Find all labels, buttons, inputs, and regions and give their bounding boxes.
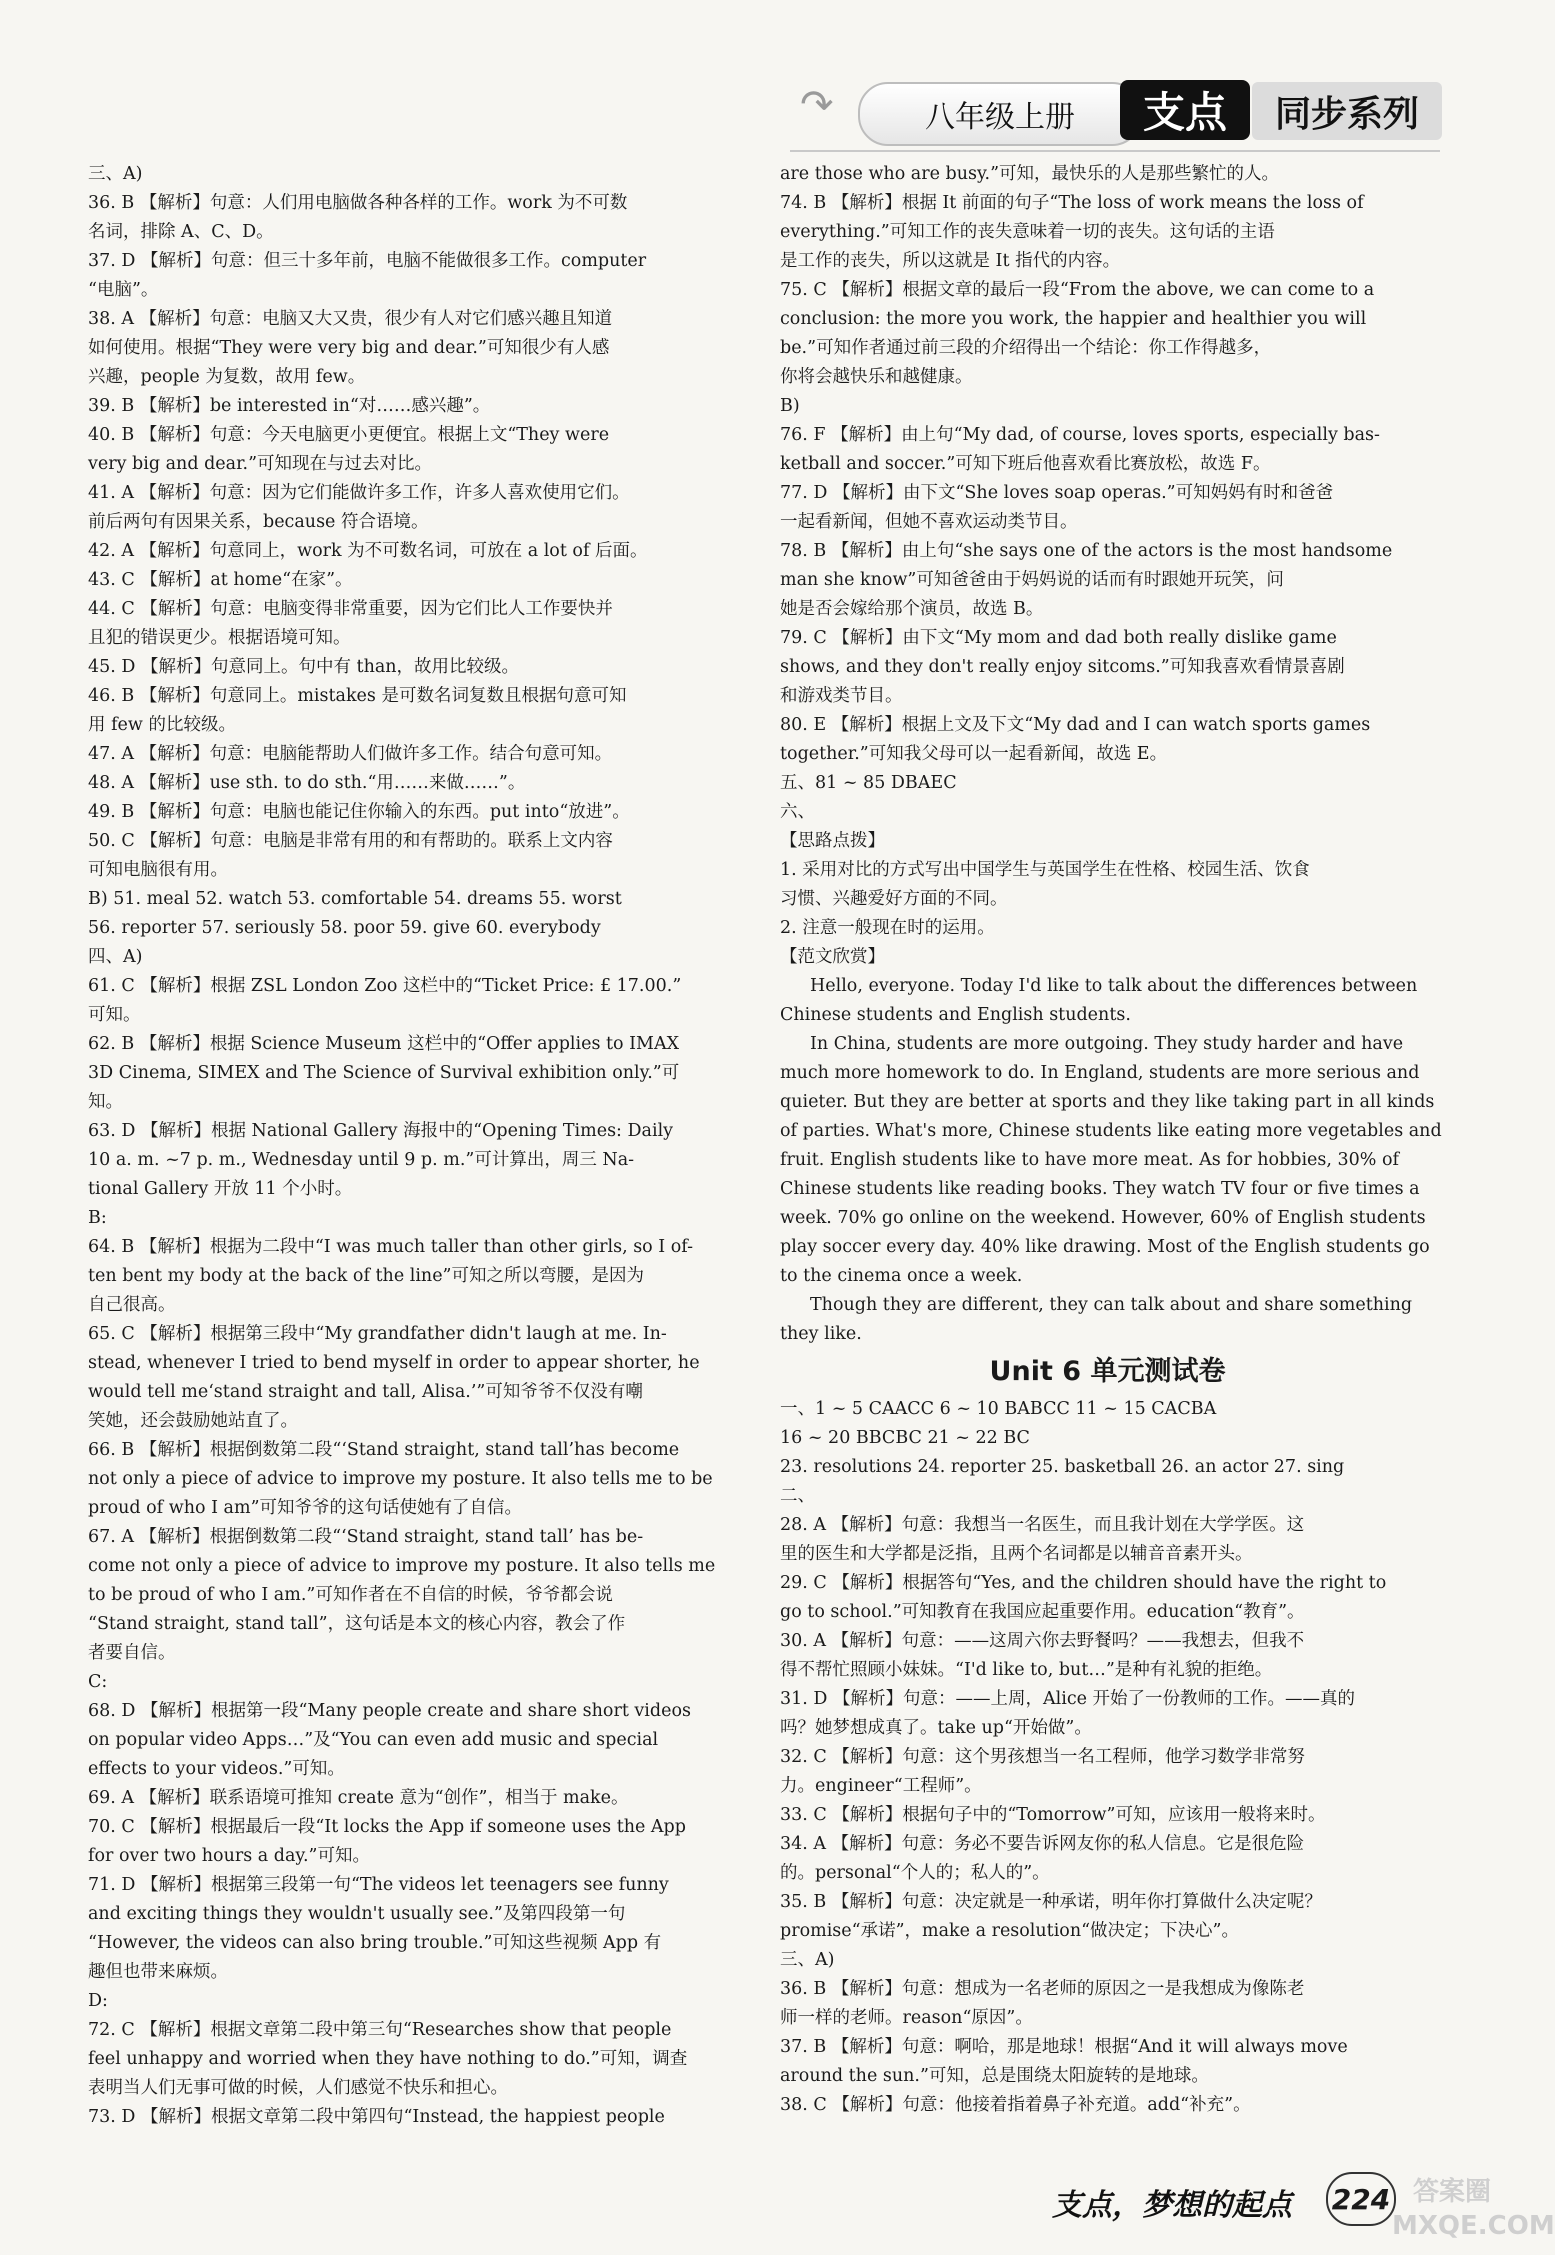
text-line: 48. A 【解析】use sth. to do sth.“用……来做……”。 xyxy=(88,773,526,793)
text-line: 78. B 【解析】由上句“she says one of the actors is the most handsome xyxy=(780,541,1393,561)
text-line: 47. A 【解析】句意：电脑能帮助人们做许多工作。结合句意可知。 xyxy=(88,744,613,764)
text-line: 28. A 【解析】句意：我想当一名医生，而且我计划在大学学医。这 xyxy=(780,1515,1305,1535)
text-line: Chinese students and English students. xyxy=(780,1005,1131,1025)
text-line: 29. C 【解析】根据答句“Yes, and the children should have the right to xyxy=(780,1573,1387,1593)
text-line: 三、A) xyxy=(88,164,143,184)
text-line: 36. B 【解析】句意：人们用电脑做各种各样的工作。work 为不可数 xyxy=(88,193,628,213)
text-line: 67. A 【解析】根据倒数第二段“‘Stand straight, stand tall’ has be- xyxy=(88,1527,644,1547)
series-label: 同步系列 xyxy=(1252,82,1442,140)
text-line: B) xyxy=(780,396,800,416)
text-line: 五、81 ~ 85 DBAEC xyxy=(780,773,957,793)
text-line: D: xyxy=(88,1991,108,2011)
text-line: ketball and soccer.”可知下班后他喜欢看比赛放松，故选 F。 xyxy=(780,454,1271,474)
text-line: quieter. But they are better at sports and they like taking part in all kinds xyxy=(780,1092,1435,1112)
text-line: 77. D 【解析】由下文“She loves soap operas.”可知妈妈有时和爸爸 xyxy=(780,483,1334,503)
text-line: not only a piece of advice to improve my posture. It also tells me to be xyxy=(88,1469,713,1489)
text-line: be.”可知作者通过前三段的介绍得出一个结论：你工作得越多， xyxy=(780,338,1272,358)
watermark-logo: 答案圈 MXQE.COM xyxy=(1392,2177,1555,2241)
text-line: 49. B 【解析】句意：电脑也能记住你输入的东西。put into“放进”。 xyxy=(88,802,630,822)
text-line: 2. 注意一般现在时的运用。 xyxy=(780,918,995,938)
text-line: 66. B 【解析】根据倒数第二段“‘Stand straight, stand tall’has become xyxy=(88,1440,680,1460)
text-line: 里的医生和大学都是泛指，且两个名词都是以辅音音素开头。 xyxy=(780,1544,1253,1564)
text-line: 41. A 【解析】句意：因为它们能做许多工作，许多人喜欢使用它们。 xyxy=(88,483,630,503)
text-line: 63. D 【解析】根据 National Gallery 海报中的“Opening Times: Daily xyxy=(88,1121,674,1141)
left-column xyxy=(88,160,728,2132)
text-line: 名词，排除 A、C、D。 xyxy=(88,222,274,242)
text-line: 65. C 【解析】根据第三段中“My grandfather didn't laugh at me. In- xyxy=(88,1324,667,1344)
text-line: 43. C 【解析】at home“在家”。 xyxy=(88,570,353,590)
text-line: B) 51. meal 52. watch 53. comfortable 54. dreams 55. worst xyxy=(88,889,622,909)
text-line: 你将会越快乐和越健康。 xyxy=(780,367,973,387)
text-line: effects to your videos.”可知。 xyxy=(88,1759,345,1779)
text-line: conclusion: the more you work, the happier and healthier you will xyxy=(780,309,1367,329)
text-line: 如何使用。根据“They were very big and dear.”可知很少有人感 xyxy=(88,338,610,358)
text-line: 是工作的丧失，所以这就是 It 指代的内容。 xyxy=(780,251,1121,271)
text-line: 一、1 ~ 5 CAACC 6 ~ 10 BABCC 11 ~ 15 CACBA xyxy=(780,1399,1217,1419)
text-line: “电脑”。 xyxy=(88,280,159,300)
text-line: Chinese students like reading books. They watch TV four or five times a xyxy=(780,1179,1420,1199)
text-line: week. 70% go online on the weekend. However, 60% of English students xyxy=(780,1208,1426,1228)
text-line: together.”可知我父母可以一起看新闻，故选 E。 xyxy=(780,744,1168,764)
text-line: shows, and they don't really enjoy sitcoms.”可知我喜欢看情景喜剧 xyxy=(780,657,1345,677)
text-line: 35. B 【解析】句意：决定就是一种承诺，明年你打算做什么决定呢？ xyxy=(780,1892,1322,1912)
text-line: and exciting things they wouldn't usually see.”及第四段第一句 xyxy=(88,1904,626,1924)
text-line: 74. B 【解析】根据 It 前面的句子“The loss of work means the loss of xyxy=(780,193,1364,213)
text-line: 和游戏类节目。 xyxy=(780,686,903,706)
text-line: 前后两句有因果关系，because 符合语境。 xyxy=(88,512,429,532)
text-line: ten bent my body at the back of the line”可知之所以弯腰，是因为 xyxy=(88,1266,645,1286)
text-line: proud of who I am”可知爷爷的这句话使她有了自信。 xyxy=(88,1498,523,1518)
page-number: 224 xyxy=(1326,2172,1396,2226)
text-line: 68. D 【解析】根据第一段“Many people create and share short videos xyxy=(88,1701,691,1721)
text-line: 二、 xyxy=(780,1486,815,1506)
text-line: 【范文欣赏】 xyxy=(780,947,885,967)
text-line: 42. A 【解析】句意同上，work 为不可数名词，可放在 a lot of 后面。 xyxy=(88,541,648,561)
text-line: 1. 采用对比的方式写出中国学生与英国学生在性格、校园生活、饮食 xyxy=(780,860,1310,880)
text-line: on popular video Apps…”及“You can even add music and special xyxy=(88,1730,659,1750)
text-line: 的。personal“个人的；私人的”。 xyxy=(780,1863,1050,1883)
text-line: 师一样的老师。reason“原因”。 xyxy=(780,2008,1033,2028)
unit-title: Unit 6 单元测试卷 xyxy=(989,1356,1226,1387)
text-line: they like. xyxy=(780,1324,862,1344)
text-line: 16 ~ 20 BBCBC 21 ~ 22 BC xyxy=(780,1428,1030,1448)
text-line: 36. B 【解析】句意：想成为一名老师的原因之一是我想成为像陈老 xyxy=(780,1979,1305,1999)
text-line: feel unhappy and worried when they have nothing to do.”可知，调查 xyxy=(88,2049,688,2069)
text-line: 趣但也带来麻烦。 xyxy=(88,1962,228,1982)
text-line: 38. A 【解析】句意：电脑又大又贵，很少有人对它们感兴趣且知道 xyxy=(88,309,613,329)
text-line: C: xyxy=(88,1672,108,1692)
text-line: 38. C 【解析】句意：他接着指着鼻子补充道。add“补充”。 xyxy=(780,2095,1251,2115)
text-line: 30. A 【解析】句意：——这周六你去野餐吗？——我想去，但我不 xyxy=(780,1631,1305,1651)
text-line: 兴趣，people 为复数，故用 few。 xyxy=(88,367,366,387)
text-line: 37. B 【解析】句意：啊哈，那是地球！根据“And it will always move xyxy=(780,2037,1348,2057)
text-line: everything.”可知工作的丧失意味着一切的丧失。这句话的主语 xyxy=(780,222,1275,242)
text-line: stead, whenever I tried to bend myself in order to appear shorter, he xyxy=(88,1353,700,1373)
text-line: Hello, everyone. Today I'd like to talk about the differences between xyxy=(810,976,1418,996)
text-line: 72. C 【解析】根据文章第二段中第三句“Researches show that people xyxy=(88,2020,672,2040)
text-line: 76. F 【解析】由上句“My dad, of course, loves sports, especially bas- xyxy=(780,425,1380,445)
text-line: In China, students are more outgoing. They study harder and have xyxy=(810,1034,1404,1054)
text-line: 46. B 【解析】句意同上。mistakes 是可数名词复数且根据句意可知 xyxy=(88,686,627,706)
text-line: 40. B 【解析】句意：今天电脑更小更便宜。根据上文“They were xyxy=(88,425,610,445)
text-line: fruit. English students like to have more meat. As for hobbies, 30% of xyxy=(780,1150,1399,1170)
text-line: go to school.”可知教育在我国应起重要作用。education“教育”。 xyxy=(780,1602,1305,1622)
text-line: 44. C 【解析】句意：电脑变得非常重要，因为它们比人工作要快并 xyxy=(88,599,613,619)
text-line: 64. B 【解析】根据为二段中“I was much taller than other girls, so I of- xyxy=(88,1237,694,1257)
text-line: play soccer every day. 40% like drawing. Most of the English students go xyxy=(780,1237,1430,1257)
text-line: 三、A) xyxy=(780,1950,835,1970)
text-line: 自己很高。 xyxy=(88,1295,176,1315)
text-line: promise“承诺”，make a resolution“做决定；下决心”。 xyxy=(780,1921,1240,1941)
text-line: 80. E 【解析】根据上文及下文“My dad and I can watch sports games xyxy=(780,715,1371,735)
text-line: very big and dear.”可知现在与过去对比。 xyxy=(88,454,433,474)
text-line: 且犯的错误更少。根据语境可知。 xyxy=(88,628,351,648)
text-line: man she know”可知爸爸由于妈妈说的话而有时跟她开玩笑，问 xyxy=(780,570,1284,590)
text-line: “However, the videos can also bring trouble.”可知这些视频 App 有 xyxy=(88,1933,662,1953)
text-line: to the cinema once a week. xyxy=(780,1266,1023,1286)
text-line: 61. C 【解析】根据 ZSL London Zoo 这栏中的“Ticket Price: £ 17.00.” xyxy=(88,976,682,996)
text-line: for over two hours a day.”可知。 xyxy=(88,1846,370,1866)
text-line: 力。engineer“工程师”。 xyxy=(780,1776,982,1796)
text-line: 70. C 【解析】根据最后一段“It locks the App if someone uses the App xyxy=(88,1817,686,1837)
text-line: Though they are different, they can talk about and share something xyxy=(810,1295,1413,1315)
text-line: come not only a piece of advice to improve my posture. It also tells me xyxy=(88,1556,716,1576)
text-line: 32. C 【解析】句意：这个男孩想当一名工程师，他学习数学非常努 xyxy=(780,1747,1305,1767)
text-line: 31. D 【解析】句意：——上周，Alice 开始了一份教师的工作。——真的 xyxy=(780,1689,1356,1709)
text-line: 69. A 【解析】联系语境可推知 create 意为“创作”，相当于 make。 xyxy=(88,1788,629,1808)
text-line: 71. D 【解析】根据第三段第一句“The videos let teenagers see funny xyxy=(88,1875,669,1895)
text-line: 用 few 的比较级。 xyxy=(88,715,236,735)
text-line: 【思路点拨】 xyxy=(780,831,885,851)
text-line: 56. reporter 57. seriously 58. poor 59. give 60. everybody xyxy=(88,918,601,938)
text-line: to be proud of who I am.”可知作者在不自信的时候，爷爷都会说 xyxy=(88,1585,613,1605)
swoosh-icon: ↷ xyxy=(800,82,834,128)
footer-slogan: 支点，梦想的起点 xyxy=(1052,2188,1292,2223)
text-line: B: xyxy=(88,1208,107,1228)
brand-logo: 支点 xyxy=(1120,80,1250,140)
text-line: 10 a. m. ~7 p. m., Wednesday until 9 p. m.”可计算出，周三 Na- xyxy=(88,1150,635,1170)
text-line: 一起看新闻，但她不喜欢运动类节目。 xyxy=(780,512,1078,532)
text-line: 得不帮忙照顾小妹妹。“I'd like to, but…”是种有礼貌的拒绝。 xyxy=(780,1660,1273,1680)
text-line: 四、A) xyxy=(88,947,143,967)
text-line: 37. D 【解析】句意：但三十多年前，电脑不能做很多工作。computer xyxy=(88,251,647,271)
text-line: 六、 xyxy=(780,802,815,822)
header-divider xyxy=(790,150,1440,152)
header-grade-badge: 八年级上册 xyxy=(858,82,1142,146)
text-line: 笑她，还会鼓励她站直了。 xyxy=(88,1411,298,1431)
text-line: 33. C 【解析】根据句子中的“Tomorrow”可知，应该用一般将来时。 xyxy=(780,1805,1326,1825)
text-line: 73. D 【解析】根据文章第二段中第四句“Instead, the happiest people xyxy=(88,2107,665,2127)
right-column xyxy=(780,160,1442,2120)
text-line: 习惯、兴趣爱好方面的不同。 xyxy=(780,889,1008,909)
text-line: 3D Cinema, SIMEX and The Science of Survival exhibition only.”可 xyxy=(88,1063,680,1083)
text-line: 可知电脑很有用。 xyxy=(88,860,228,880)
text-line: are those who are busy.”可知，最快乐的人是那些繁忙的人。 xyxy=(780,164,1280,184)
text-line: 表明当人们无事可做的时候，人们感觉不快乐和担心。 xyxy=(88,2078,508,2098)
text-line: 39. B 【解析】be interested in“对……感兴趣”。 xyxy=(88,396,491,416)
text-line: 吗？她梦想成真了。take up“开始做”。 xyxy=(780,1718,1092,1738)
text-line: 45. D 【解析】句意同上。句中有 than，故用比较级。 xyxy=(88,657,520,677)
text-line: 23. resolutions 24. reporter 25. basketball 26. an actor 27. sing xyxy=(780,1457,1345,1477)
text-line: tional Gallery 开放 11 个小时。 xyxy=(88,1179,353,1199)
text-line: 62. B 【解析】根据 Science Museum 这栏中的“Offer applies to IMAX xyxy=(88,1034,680,1054)
text-line: around the sun.”可知，总是围绕太阳旋转的是地球。 xyxy=(780,2066,1209,2086)
text-line: 50. C 【解析】句意：电脑是非常有用的和有帮助的。联系上文内容 xyxy=(88,831,613,851)
text-line: much more homework to do. In England, students are more serious and xyxy=(780,1063,1420,1083)
text-line: “Stand straight, stand tall”，这句话是本文的核心内容，教会了作 xyxy=(88,1614,626,1634)
text-line: 75. C 【解析】根据文章的最后一段“From the above, we can come to a xyxy=(780,280,1375,300)
text-line: 79. C 【解析】由下文“My mom and dad both really dislike game xyxy=(780,628,1337,648)
text-line: would tell me‘stand straight and tall, Alisa.’”可知爷爷不仅没有嘲 xyxy=(88,1382,643,1402)
text-line: 34. A 【解析】句意：务必不要告诉网友你的私人信息。它是很危险 xyxy=(780,1834,1305,1854)
text-line: of parties. What's more, Chinese students like eating more vegetables and xyxy=(780,1121,1442,1141)
text-line: 她是否会嫁给那个演员，故选 B。 xyxy=(780,599,1044,619)
text-line: 可知。 xyxy=(88,1005,141,1025)
text-line: 知。 xyxy=(88,1092,123,1112)
text-line: 者要自信。 xyxy=(88,1643,176,1663)
